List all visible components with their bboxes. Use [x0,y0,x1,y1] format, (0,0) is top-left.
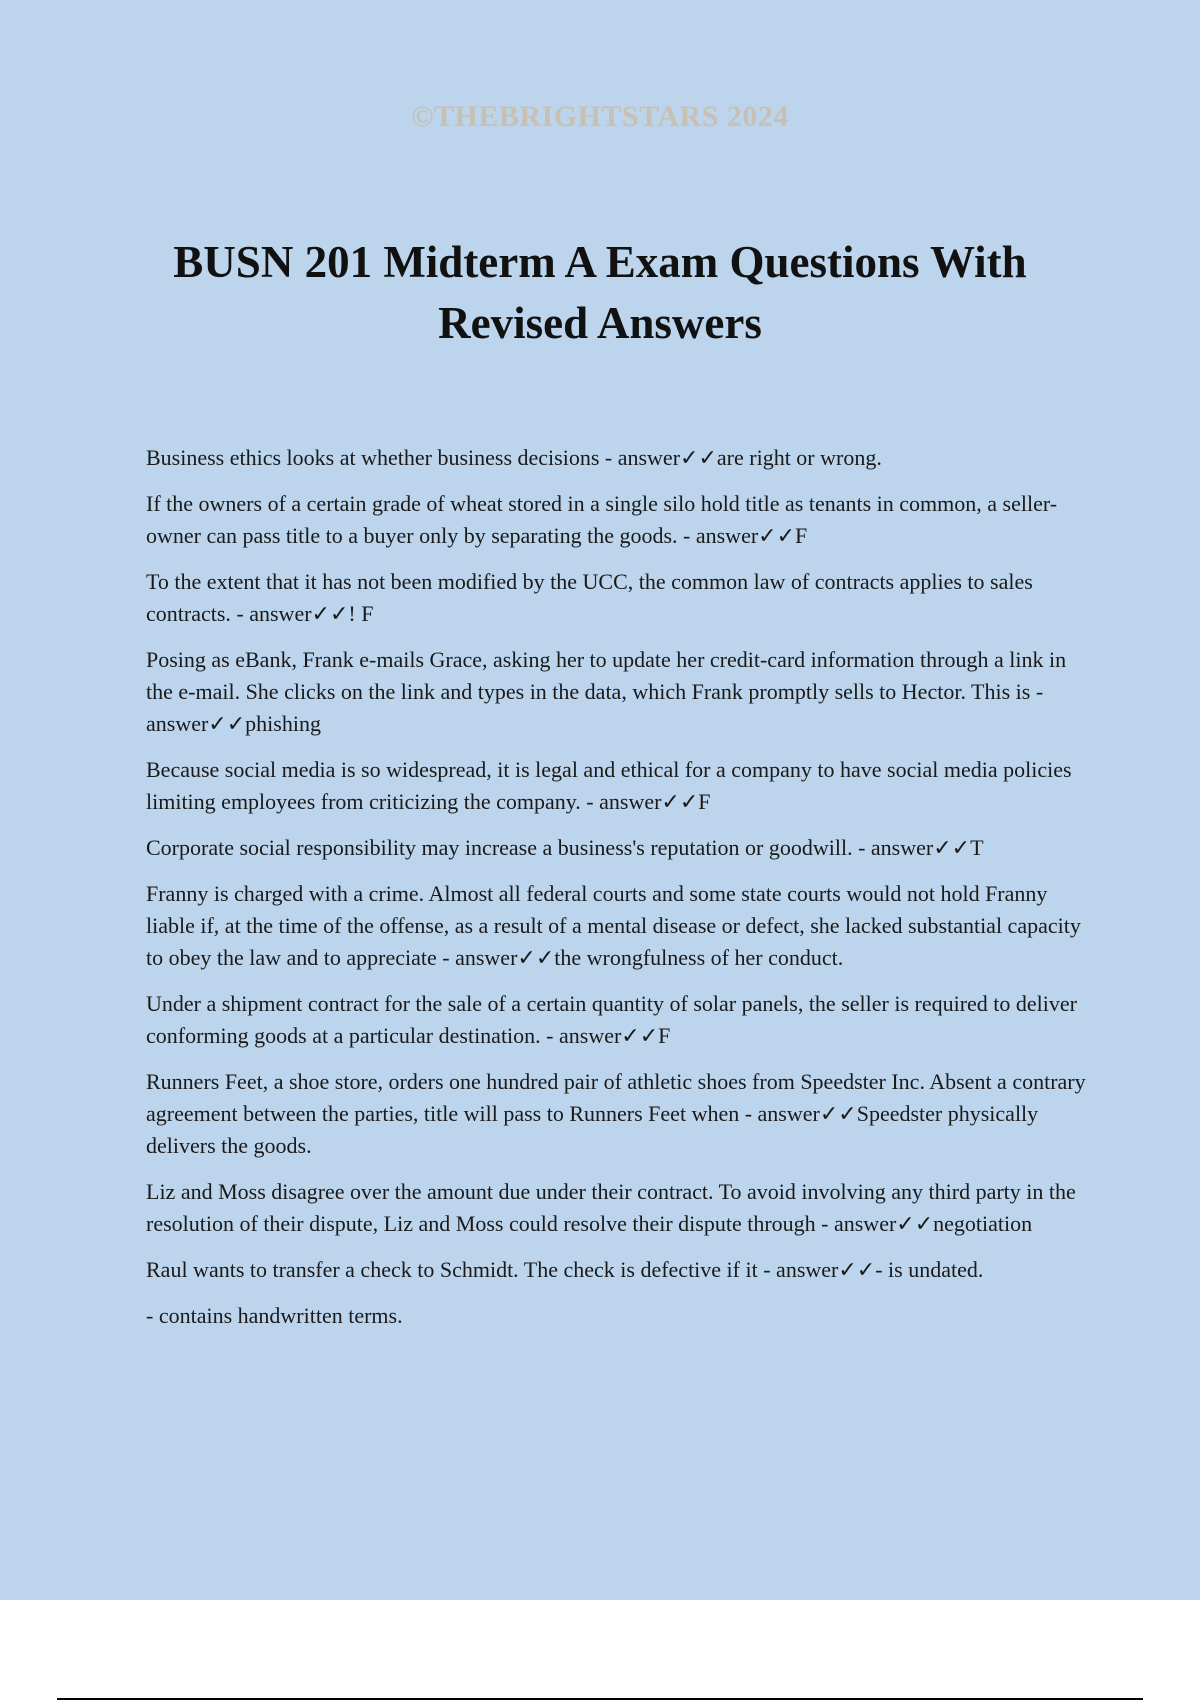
document-title: BUSN 201 Midterm A Exam Questions With Revised Answers [173,237,1027,348]
qa-item: Franny is charged with a crime. Almost all federal courts and some state courts would not hold Franny liable if, at the time of the offense, as a result of a mental disease or defect, she lacked substantial capacity to obey the law and to appreciate - answer✓✓the wrongfulness of her conduct. [146,881,1081,970]
qa-item: To the extent that it has not been modified by the UCC, the common law of contracts applies to sales contracts. - answer✓✓! F [146,569,1033,626]
qa-item: If the owners of a certain grade of wheat stored in a single silo hold title as tenants in common, a seller-owner can pass title to a buyer only by separating the goods. - answer✓✓F [146,491,1058,548]
qa-item: - contains handwritten terms. [146,1303,403,1328]
watermark: ©THEBRIGHTSTARS 2024 [411,100,789,133]
qa-item: Corporate social responsibility may increase a business's reputation or goodwill. - answer✓✓T [146,835,984,860]
qa-item: Because social media is so widespread, it is legal and ethical for a company to have social media policies limiting employees from criticizing the company. - answer✓✓F [146,757,1072,814]
qa-list [146,442,1094,1346]
qa-item: Business ethics looks at whether business decisions - answer✓✓are right or wrong. [146,445,882,470]
qa-item: Runners Feet, a shoe store, orders one hundred pair of athletic shoes from Speedster Inc. Absent a contrary agreement between the parties, title will pass to Runners Feet when - answer✓✓Speedster physically delivers the goods. [146,1069,1086,1158]
qa-item: Under a shipment contract for the sale of a certain quantity of solar panels, the seller is required to deliver conforming goods at a particular destination. - answer✓✓F [146,991,1077,1048]
qa-item: Raul wants to transfer a check to Schmidt. The check is defective if it - answer✓✓- is undated. [146,1257,984,1282]
qa-item: Posing as eBank, Frank e-mails Grace, asking her to update her credit-card information through a link in the e-mail. She clicks on the link and types in the data, which Frank promptly sells to Hector. This is - answer✓✓phishing [146,647,1067,736]
qa-item: Liz and Moss disagree over the amount due under their contract. To avoid involving any third party in the resolution of their dispute, Liz and Moss could resolve their dispute through - answer✓✓negotiation [146,1179,1076,1236]
